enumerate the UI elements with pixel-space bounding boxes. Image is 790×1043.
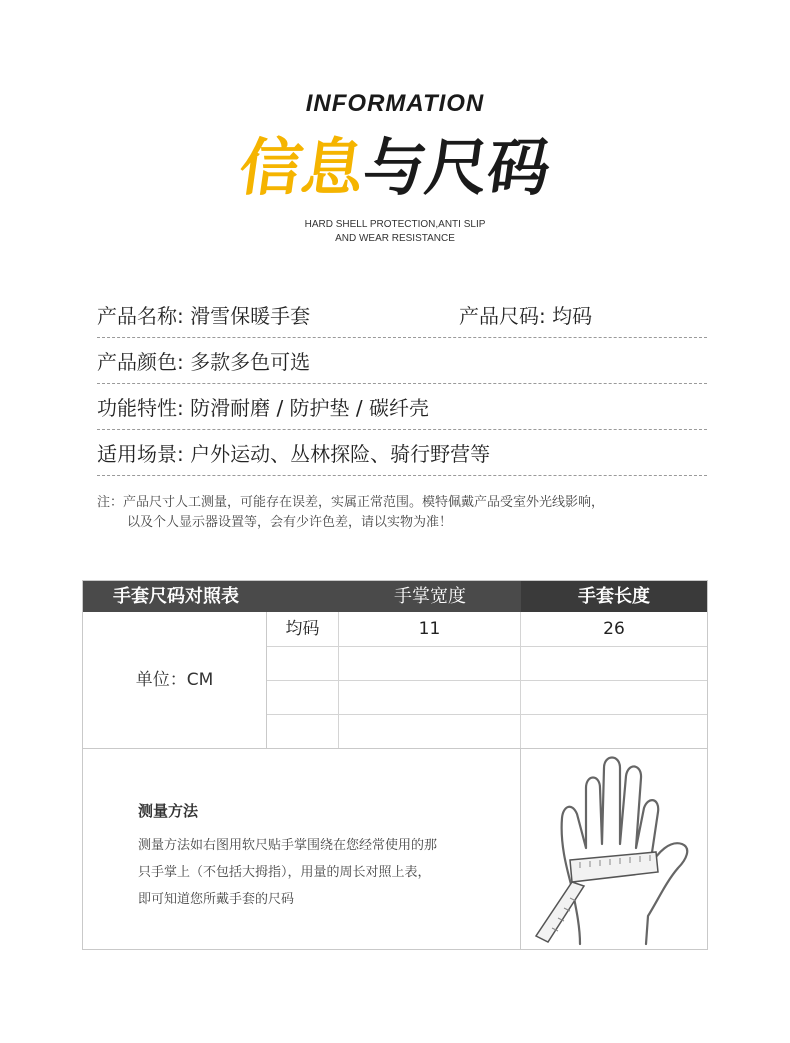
measure-instructions [138,832,498,913]
header-title-en: INFORMATION [305,90,485,117]
grid-line [267,680,707,681]
measure-line2: 只手掌上（不包括大拇指），用量的周长对照上表， [138,865,431,880]
color-separator: : [177,350,184,374]
info-row-color [97,340,707,384]
info-row-scene [97,432,707,476]
header-title-cn-accent: 信息 [234,131,370,204]
size-chart-header [83,581,707,612]
info-row-function [97,386,707,430]
grid-line [267,646,707,647]
function-separator: : [177,396,184,420]
header-title-cn [0,132,790,204]
size-chart-title: 手套尺码对照表 [113,586,239,607]
scene-separator: : [177,442,184,466]
measure-line3: 即可知道您所戴手套的尺码 [138,892,295,907]
col-palm-width: 手掌宽度 [394,586,466,607]
note-line2: 以及个人显示器设置等，会有少许色差，请以实物为准！ [127,515,453,530]
header-subtitle [0,218,790,246]
measure-title: 测量方法 [138,802,199,820]
size-row-label: 均码 [285,619,320,639]
scene-label: 适用场景 [97,442,177,466]
note-line1: 注：产品尺寸人工测量，可能存在误差，实属正常范围。模特佩戴产品受室外光线影响， [97,495,605,510]
function-label: 功能特性 [97,396,177,420]
size-separator: : [539,304,546,328]
header-subtitle-line2: AND WEAR RESISTANCE [335,233,455,244]
measure-line1: 测量方法如右图用软尺贴手掌围绕在您经常使用的那 [138,838,438,853]
glove-length-value: 26 [603,619,625,639]
size-label: 产品尺码 [459,304,539,328]
color-value: 多款多色可选 [190,350,311,374]
disclaimer-note [97,493,717,533]
name-label: 产品名称 [97,304,177,328]
header-title-cn-rest: 与尺码 [358,131,556,204]
function-value: 防滑耐磨 / 防护垫 / 碳纤壳 [190,396,430,420]
unit-label: 单位：CM [83,612,267,748]
info-row-name [97,294,707,338]
size-value: 均码 [552,304,593,328]
scene-value: 户外运动、丛林探险、骑行野营等 [190,442,491,466]
size-field [459,294,592,338]
col-glove-length: 手套长度 [521,581,707,612]
name-value: 滑雪保暖手套 [190,304,311,328]
hand-measure-illustration [520,748,706,948]
header-subtitle-line1: HARD SHELL PROTECTION,ANTI SLIP [304,219,486,230]
palm-width-value: 11 [418,619,441,639]
name-separator: : [177,304,184,328]
color-label: 产品颜色 [97,350,177,374]
grid-line [267,714,707,715]
